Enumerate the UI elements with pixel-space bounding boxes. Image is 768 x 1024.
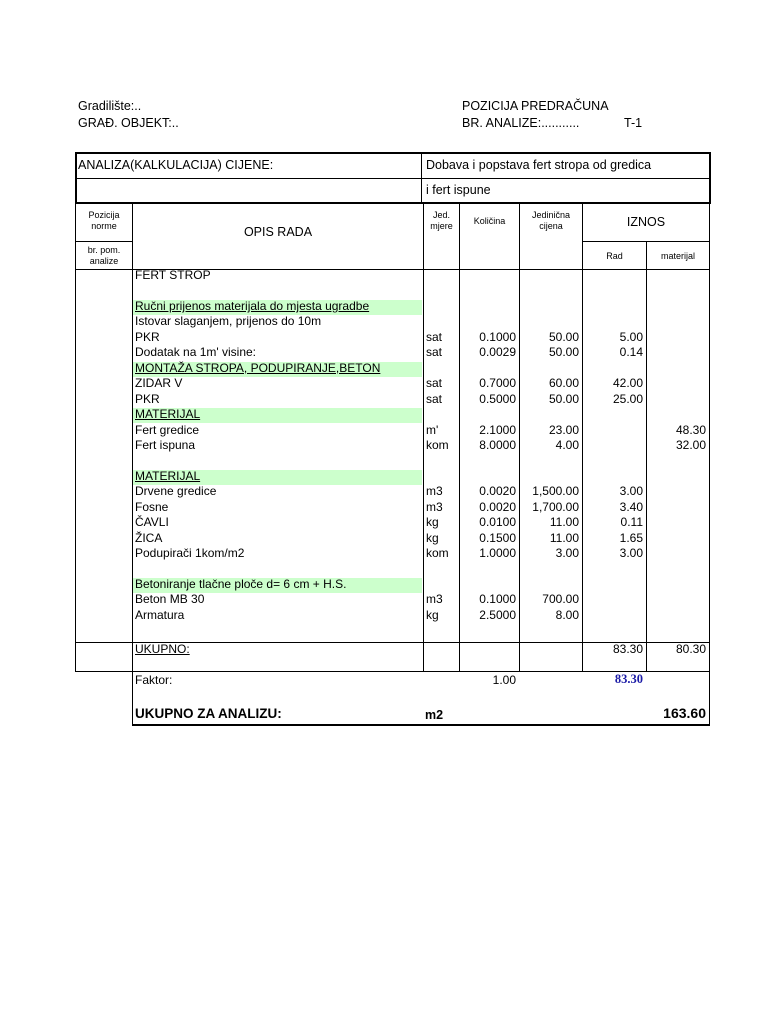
- row-unit-price: 700.00: [542, 592, 579, 606]
- col-br-pom-line2: analize: [89, 256, 119, 266]
- col-kolicina: Količina: [473, 216, 506, 226]
- row-materijal: 48.30: [675, 423, 706, 437]
- row-description: PKR: [135, 392, 160, 406]
- col-pozicija-norme-line2: norme: [91, 221, 117, 231]
- row-description: MATERIJAL: [135, 469, 201, 483]
- grad-objekt-label: GRAĐ. OBJEKT:..: [78, 116, 179, 130]
- row-unit-price: 50.00: [548, 330, 579, 344]
- row-description: MONTAŽA STROPA, PODUPIRANJE,BETON: [135, 361, 381, 375]
- faktor-value: 1.00: [492, 673, 516, 687]
- gradiliste-label: Gradilište:..: [78, 99, 142, 113]
- row-description: Drvene gredice: [135, 484, 217, 498]
- row-description: FERT STROP: [135, 268, 211, 282]
- row-description: Beton MB 30: [135, 592, 205, 606]
- row-quantity: 0.1500: [479, 531, 516, 545]
- col-br-pom-analize: [76, 245, 132, 267]
- row-rad: 3.40: [619, 500, 643, 514]
- col-jedinicna-line2: cijena: [539, 221, 563, 231]
- col-iznos: IZNOS: [626, 215, 666, 229]
- row-quantity: 2.5000: [479, 608, 516, 622]
- row-unit-price: 50.00: [548, 345, 579, 359]
- row-unit-price: 23.00: [548, 423, 579, 437]
- row-quantity: 8.0000: [479, 438, 516, 452]
- row-unit-price: 1,700.00: [532, 500, 579, 514]
- faktor-label: Faktor:: [135, 673, 173, 687]
- col-opis-rada: OPIS RADA: [243, 225, 313, 239]
- row-rad: 0.14: [619, 345, 643, 359]
- row-description: PKR: [135, 330, 160, 344]
- analiza-desc-1: Dobava i popstava fert stropa od gredica: [426, 158, 652, 172]
- col-rad: Rad: [606, 251, 623, 261]
- col-jed-mjere-line1: Jed.: [432, 210, 450, 220]
- row-quantity: 2.1000: [479, 423, 516, 437]
- row-unit-price: 60.00: [548, 376, 579, 390]
- row-unit: kg: [426, 608, 439, 622]
- row-unit: kom: [426, 546, 449, 560]
- ukupno-label: UKUPNO:: [135, 642, 190, 656]
- row-description: Betoniranje tlačne ploče d= 6 cm + H.S.: [135, 577, 347, 591]
- row-unit: m': [426, 423, 439, 437]
- row-unit: kom: [426, 438, 449, 452]
- pozicija-predracuna-label: POZICIJA PREDRAČUNA: [462, 99, 609, 113]
- br-analize-label: BR. ANALIZE:...........: [462, 116, 580, 130]
- col-materijal: materijal: [660, 251, 695, 261]
- row-description: Fert ispuna: [135, 438, 196, 452]
- row-unit-price: 8.00: [555, 608, 579, 622]
- grand-total: 163.60: [663, 705, 706, 721]
- row-quantity: 0.7000: [479, 376, 516, 390]
- row-unit-price: 4.00: [555, 438, 579, 452]
- col-br-pom-line1: br. pom.: [87, 245, 121, 255]
- ukupno-materijal: 80.30: [675, 642, 706, 656]
- row-rad: 42.00: [612, 376, 643, 390]
- col-jed-mjere-line2: mjere: [430, 221, 453, 231]
- row-rad: 5.00: [619, 330, 643, 344]
- row-quantity: 0.0029: [479, 345, 516, 359]
- row-description: Podupirači 1kom/m2: [135, 546, 245, 560]
- row-unit: sat: [426, 376, 443, 390]
- row-description: MATERIJAL: [135, 407, 201, 421]
- row-unit-price: 11.00: [549, 531, 579, 545]
- ukupno-rad: 83.30: [612, 642, 643, 656]
- row-quantity: 0.0100: [479, 515, 516, 529]
- row-unit: m3: [426, 592, 443, 606]
- faktor-result: 83.30: [614, 672, 643, 686]
- row-description: Ručni prijenos materijala do mjesta ugradbe: [135, 299, 370, 313]
- row-description: ZIDAR V: [135, 376, 183, 390]
- row-rad: 3.00: [619, 546, 643, 560]
- row-quantity: 0.0020: [479, 484, 516, 498]
- row-quantity: 0.1000: [479, 330, 516, 344]
- row-quantity: 1.0000: [479, 546, 516, 560]
- row-description: ČAVLI: [135, 515, 169, 529]
- row-rad: 1.65: [619, 531, 643, 545]
- row-unit: m3: [426, 484, 443, 498]
- row-rad: 25.00: [612, 392, 643, 406]
- row-description: Dodatak na 1m' visine:: [135, 345, 257, 359]
- row-description: Fert gredice: [135, 423, 200, 437]
- row-description: Armatura: [135, 608, 185, 622]
- row-unit: sat: [426, 345, 443, 359]
- row-rad: 0.11: [620, 515, 643, 529]
- row-materijal: 32.00: [675, 438, 706, 452]
- row-unit: sat: [426, 392, 443, 406]
- row-unit-price: 1,500.00: [532, 484, 579, 498]
- t-code: T-1: [624, 116, 643, 130]
- row-description: ŽICA: [135, 531, 163, 545]
- row-unit: kg: [426, 515, 439, 529]
- row-rad: 3.00: [619, 484, 643, 498]
- row-quantity: 0.5000: [479, 392, 516, 406]
- row-description: Fosne: [135, 500, 169, 514]
- row-unit-price: 11.00: [549, 515, 579, 529]
- analiza-label: ANALIZA(KALKULACIJA) CIJENE:: [78, 158, 274, 172]
- ukupno-za-analizu-unit: m2: [425, 708, 444, 722]
- row-unit: kg: [426, 531, 439, 545]
- row-unit: sat: [426, 330, 443, 344]
- row-quantity: 0.0020: [479, 500, 516, 514]
- ukupno-za-analizu-label: UKUPNO ZA ANALIZU:: [135, 706, 282, 721]
- analiza-desc-2: i fert ispune: [426, 183, 491, 197]
- row-unit-price: 50.00: [548, 392, 579, 406]
- col-pozicija-norme: [76, 210, 132, 232]
- row-description: Istovar slaganjem, prijenos do 10m: [135, 314, 322, 328]
- col-jed-mjere: [424, 210, 459, 232]
- col-jedinicna-cijena: [520, 210, 582, 232]
- row-unit: m3: [426, 500, 443, 514]
- col-jedinicna-line1: Jedinična: [531, 210, 571, 220]
- row-quantity: 0.1000: [479, 592, 516, 606]
- col-pozicija-norme-line1: Pozicija: [88, 210, 120, 220]
- row-unit-price: 3.00: [555, 546, 579, 560]
